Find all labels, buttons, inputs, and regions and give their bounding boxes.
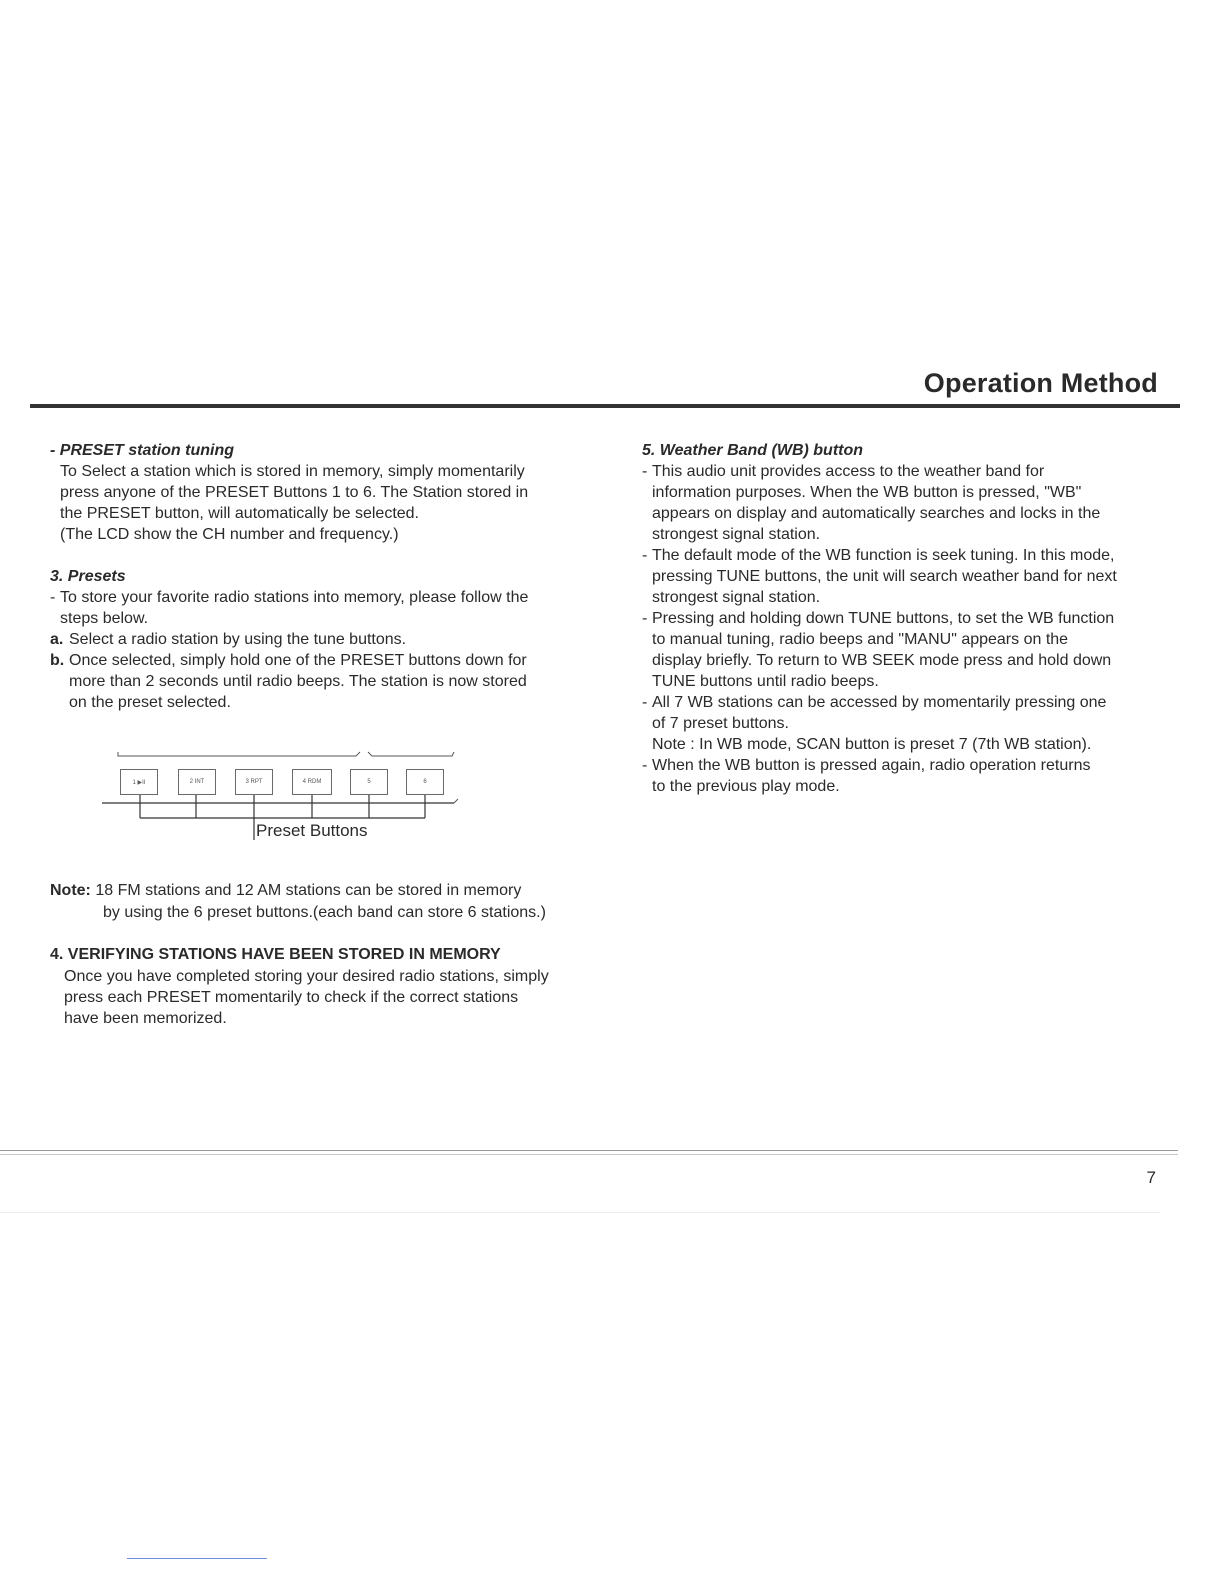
wb-line: The default mode of the WB function is seek tuning. In this mode, xyxy=(652,547,1115,564)
scan-mark-line xyxy=(127,1558,267,1559)
wb-bullet xyxy=(642,755,1172,797)
wb-line: appears on display and automatically searches and locks in the xyxy=(652,505,1101,522)
preset-tuning-heading xyxy=(50,440,610,461)
wb-line: pressing TUNE buttons, the unit will search weather band for next xyxy=(652,568,1117,585)
page-number: 7 xyxy=(1146,1168,1156,1187)
wb-line: to the previous play mode. xyxy=(652,778,840,795)
wb-line: When the WB button is pressed again, radio operation returns xyxy=(652,757,1091,774)
wb-bullet xyxy=(642,608,1172,692)
heading-dash: - xyxy=(50,442,60,459)
bullet-dash: - xyxy=(642,757,648,774)
diagram-caption: Preset Buttons xyxy=(256,821,368,840)
wb-line: Note : In WB mode, SCAN button is preset 7 (7th WB station). xyxy=(652,736,1092,753)
wb-line: of 7 preset buttons. xyxy=(652,715,789,732)
weather-band-heading: 5. Weather Band (WB) button xyxy=(642,442,864,459)
step-a-mark: a. xyxy=(50,631,64,648)
wb-line: strongest signal station. xyxy=(652,526,821,543)
bullet-dash: - xyxy=(642,463,648,480)
left-column xyxy=(50,440,610,713)
presets-intro-line: steps below. xyxy=(60,610,149,627)
wb-line: display briefly. To return to WB SEEK mode press and hold down xyxy=(652,652,1112,669)
wb-bullet xyxy=(642,692,1172,755)
bullet-dash: - xyxy=(50,589,56,606)
preset-key-1: 1 ▶II xyxy=(120,769,158,795)
wb-line: This audio unit provides access to the weather band for xyxy=(652,463,1045,480)
verify-block xyxy=(50,944,610,1029)
verify-line: Once you have completed storing your desired radio stations, simply xyxy=(64,968,549,985)
presets-intro xyxy=(50,587,610,629)
wb-bullet xyxy=(642,461,1172,545)
step-b xyxy=(50,650,610,713)
preset-tuning-line: the PRESET button, will automatically be selected. xyxy=(60,505,419,522)
preset-key-5: 5 xyxy=(350,769,388,795)
preset-key-4: 4 RDM xyxy=(292,769,332,795)
scan-edge-line xyxy=(0,1212,1160,1213)
header-rule xyxy=(30,404,1180,408)
preset-tuning-line: (The LCD show the CH number and frequency.) xyxy=(60,526,399,543)
presets-heading: 3. Presets xyxy=(50,568,126,585)
footer-rule xyxy=(0,1150,1178,1151)
note-block xyxy=(50,880,610,924)
preset-buttons-diagram xyxy=(98,748,468,848)
wb-line: information purposes. When the WB button is pressed, "WB" xyxy=(652,484,1082,501)
verify-line: have been memorized. xyxy=(64,1010,227,1027)
footer-rule-secondary xyxy=(0,1154,1178,1155)
step-b-line: Once selected, simply hold one of the PRESET buttons down for xyxy=(69,652,527,669)
wb-line: Pressing and holding down TUNE buttons, to set the WB function xyxy=(652,610,1115,627)
bullet-dash: - xyxy=(642,694,648,711)
verify-heading: 4. VERIFYING STATIONS HAVE BEEN STORED IN MEMORY xyxy=(50,946,501,963)
preset-key-3: 3 RPT xyxy=(235,769,273,795)
note-line-2: by using the 6 preset buttons.(each band can store 6 stations.) xyxy=(103,904,546,921)
step-b-line: on the preset selected. xyxy=(69,694,231,711)
verify-line: press each PRESET momentarily to check if the correct stations xyxy=(64,989,519,1006)
step-a xyxy=(50,629,610,650)
wb-line: strongest signal station. xyxy=(652,589,821,606)
preset-key-6: 6 xyxy=(406,769,444,795)
page-title: Operation Method xyxy=(923,368,1158,398)
step-a-text: Select a radio station by using the tune buttons. xyxy=(69,631,407,648)
step-b-line: more than 2 seconds until radio beeps. The station is now stored xyxy=(69,673,527,690)
presets-intro-line: To store your favorite radio stations into memory, please follow the xyxy=(60,589,529,606)
wb-line: TUNE buttons until radio beeps. xyxy=(652,673,879,690)
wb-line: to manual tuning, radio beeps and "MANU" appears on the xyxy=(652,631,1069,648)
wb-line: All 7 WB stations can be accessed by momentarily pressing one xyxy=(652,694,1107,711)
wb-bullet xyxy=(642,545,1172,608)
bullet-dash: - xyxy=(642,547,648,564)
preset-tuning-line: press anyone of the PRESET Buttons 1 to 6. The Station stored in xyxy=(60,484,529,501)
preset-key-2: 2 INT xyxy=(178,769,216,795)
bullet-dash: - xyxy=(642,610,648,627)
preset-tuning-line: To Select a station which is stored in memory, simply momentarily xyxy=(60,463,525,480)
step-b-mark: b. xyxy=(50,652,65,669)
note-line-1: 18 FM stations and 12 AM stations can be stored in memory xyxy=(95,882,522,899)
right-column xyxy=(642,440,1172,797)
heading-text: PRESET station tuning xyxy=(59,442,234,459)
note-label: Note: xyxy=(50,882,91,899)
